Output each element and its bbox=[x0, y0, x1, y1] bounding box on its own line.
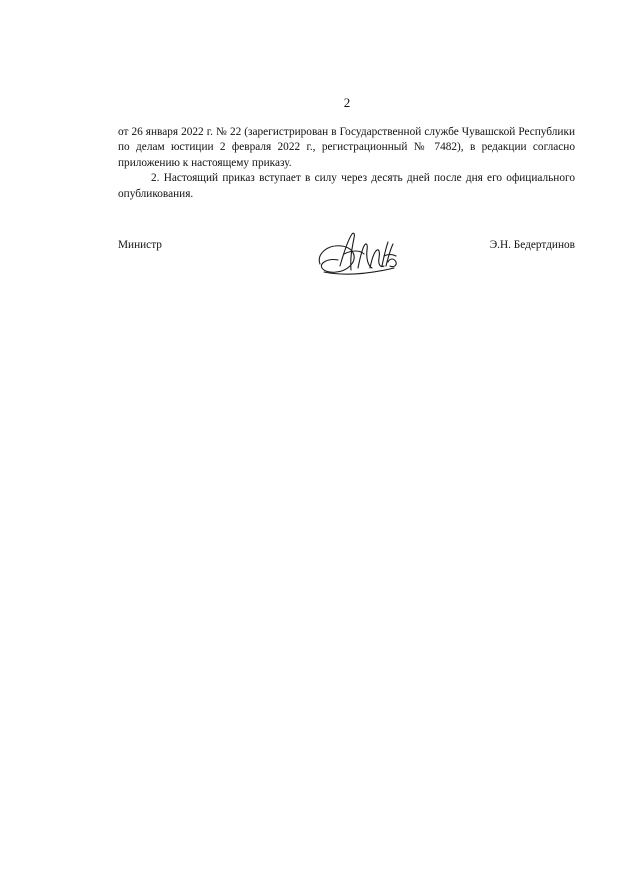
signatory-name: Э.Н. Бедертдинов bbox=[489, 239, 575, 251]
document-body bbox=[118, 125, 575, 202]
signatory-title: Министр bbox=[118, 239, 162, 251]
page-number: 2 bbox=[343, 95, 351, 110]
paragraph-continuation: от 26 января 2022 г. № 22 (зарегистрирован в Государственной службе Чувашской Республики по делам юстиции 2 февраля 2022 г., регистрационный № 7482), в редакции согласно приложению к настоящему приказу. bbox=[118, 126, 575, 169]
handwritten-signature-icon bbox=[314, 228, 400, 280]
paragraph-effective-date: 2. Настоящий приказ вступает в силу через десять дней после дня его официального опубликования. bbox=[118, 172, 575, 200]
signature-block bbox=[118, 238, 575, 278]
